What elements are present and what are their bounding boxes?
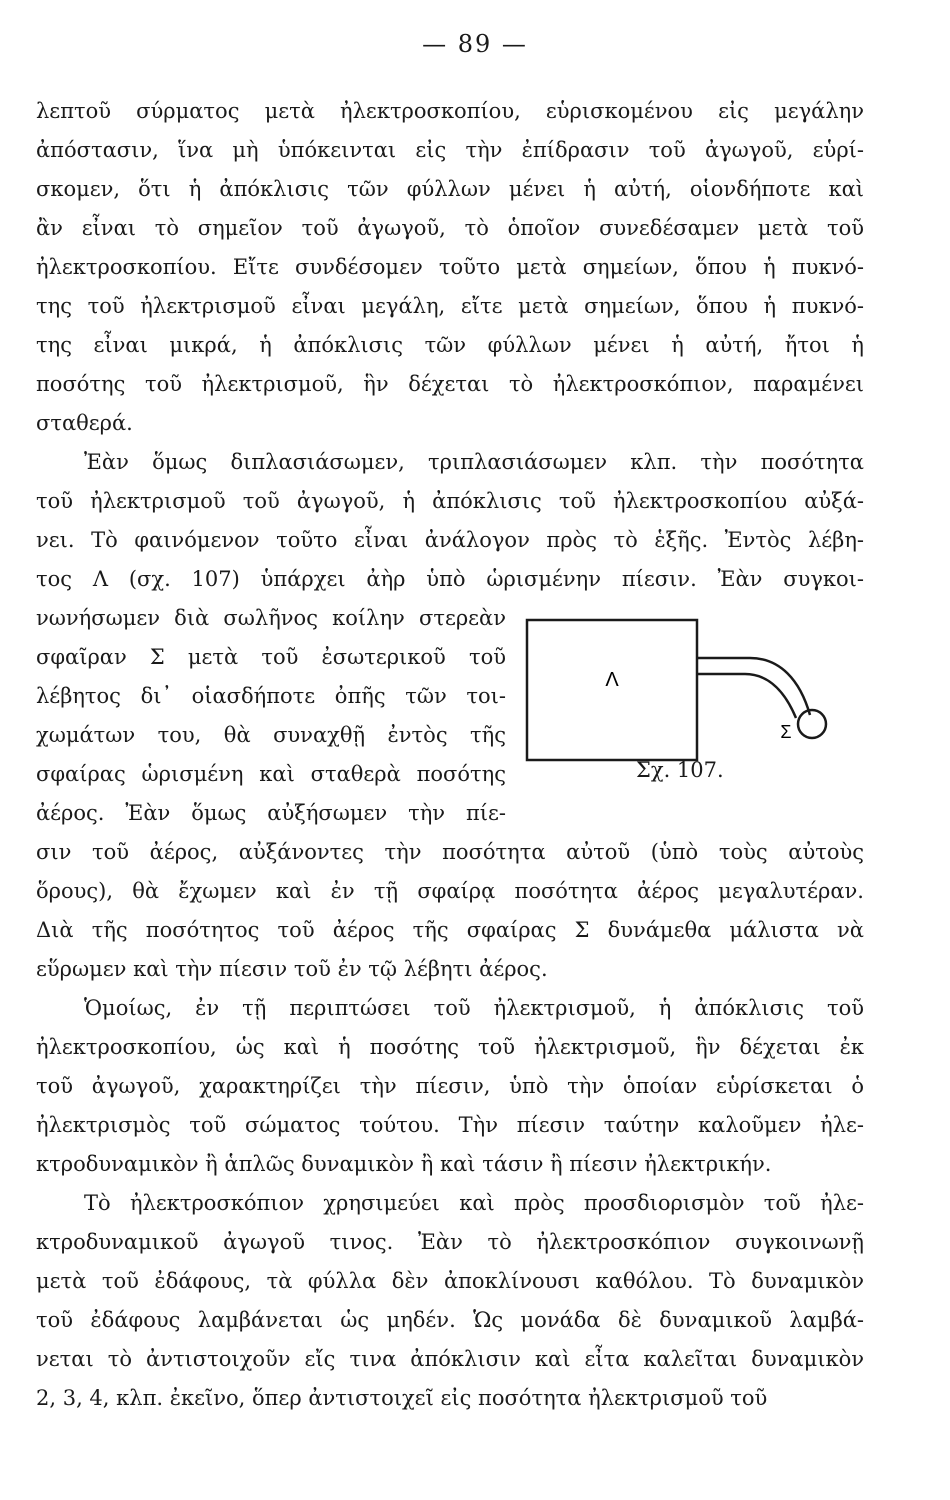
text-line: νωνήσωμεν διὰ σωλῆνος κοίλην στερεὰν [36,606,506,630]
text-line: Ὁμοίως, ἐν τῇ περιπτώσει τοῦ ἠλεκτρισμοῦ, ἡ ἀπόκλισις τοῦ [84,996,864,1020]
text-line: 2, 3, 4, κλπ. ἐκεῖνο, ὅπερ ἀντιστοιχεῖ εἰς ποσότητα ἠλεκτρισμοῦ τοῦ [36,1386,768,1410]
paragraph-block-top [36,92,864,599]
text-line: ἂν εἶναι τὸ σημεῖον τοῦ ἀγωγοῦ, τὸ ὁποῖον συνεδέσαμεν μετὰ τοῦ [36,216,864,240]
text-line: ποσότης τοῦ ἠλεκτρισμοῦ, ἣν δέχεται τὸ ἠλεκτροσκόπιον, παραμένει [36,372,864,396]
figure-caption: Σχ. 107. [636,758,724,782]
text-line: ἠλεκτροσκοπίου. Εἴτε συνδέσομεν τοῦτο μετὰ σημείων, ὅπου ἡ πυκνό- [36,255,864,279]
text-line: χωμάτων του, θὰ συναχθῇ ἐντὸς τῆς [36,723,506,747]
text-line: κτροδυναμικὸν ἢ ἁπλῶς δυναμικὸν ἢ καὶ τάσιν ἢ πίεσιν ἠλεκτρικήν. [36,1152,772,1176]
text-line: λεπτοῦ σύρματος μετὰ ἠλεκτροσκοπίου, εὑρισκομένου εἰς μεγάλην [36,99,864,123]
text-line: ἠλεκτροσκοπίου, ὡς καὶ ἡ ποσότης τοῦ ἠλεκτρισμοῦ, ἣν δέχεται ἐκ [36,1035,864,1059]
sphere-label: Σ [780,722,792,742]
text-line: σκομεν, ὅτι ἡ ἀπόκλισις τῶν φύλλων μένει ἡ αὐτή, οἱονδήποτε καὶ [36,177,864,201]
text-line: σιν τοῦ ἀέρος, αὐξάνοντες τὴν ποσότητα αὐτοῦ (ὑπὸ τοὺς αὐτοὺς [36,840,864,864]
text-line: σφαῖραν Σ μετὰ τοῦ ἐσωτερικοῦ τοῦ [36,645,506,669]
text-line: λέβητος δι᾽ οἱασδήποτε ὀπῆς τῶν τοι- [36,684,506,708]
text-line: Τὸ ἠλεκτροσκόπιον χρησιμεύει καὶ πρὸς προσδιορισμὸν τοῦ ἠλε- [84,1191,864,1215]
text-line: της εἶναι μικρά, ἡ ἀπόκλισις τῶν φύλλων μένει ἡ αὐτή, ἤτοι ἡ [36,333,864,357]
text-line: σφαίρας ὡρισμένη καὶ σταθερὰ ποσότης [36,762,506,786]
text-line: τος Λ (σχ. 107) ὑπάρχει ἀὴρ ὑπὸ ὡρισμένην πίεσιν. Ἐὰν συγκοι- [36,567,864,591]
sphere-outline [798,710,826,738]
vessel-label: Λ [605,669,619,691]
paragraph-block-bottom [36,833,864,1418]
text-line: ἀπόστασιν, ἵνα μὴ ὑπόκεινται εἰς τὴν ἐπίδρασιν τοῦ ἀγωγοῦ, εὑρί- [36,138,864,162]
text-line: της τοῦ ἠλεκτρισμοῦ εἶναι μεγάλη, εἴτε μετὰ σημείων, ὅπου ἡ πυκνό- [36,294,864,318]
text-line: νεται τὸ ἀντιστοιχοῦν εἴς τινα ἀπόκλισιν καὶ εἶτα καλεῖται δυναμικὸν [36,1347,864,1371]
text-line: μετὰ τοῦ ἐδάφους, τὰ φύλλα δὲν ἀποκλίνουσι καθόλου. Τὸ δυναμικὸν [36,1269,864,1293]
text-line: εὕρωμεν καὶ τὴν πίεσιν τοῦ ἐν τῷ λέβητι ἀέρος. [36,957,548,981]
tube-upper [697,658,810,715]
text-line: Διὰ τῆς ποσότητος τοῦ ἀέρος τῆς σφαίρας Σ δυνάμεθα μάλιστα νὰ [36,918,864,942]
text-line: ὅρους), θὰ ἔχωμεν καὶ ἐν τῇ σφαίρᾳ ποσότητα ἀέρος μεγαλυτέραν. [36,879,864,903]
text-line: κτροδυναμικοῦ ἀγωγοῦ τινος. Ἐὰν τὸ ἠλεκτροσκόπιον συγκοινωνῇ [36,1230,864,1254]
page-number: — 89 — [422,30,528,58]
text-line: τοῦ ἐδάφους λαμβάνεται ὡς μηδέν. Ὡς μονάδα δὲ δυναμικοῦ λαμβά- [36,1308,864,1332]
text-line: ἀέρος. Ἐὰν ὅμως αὐξήσωμεν τὴν πίε- [36,801,506,825]
paragraph-block-wrapped [36,599,506,833]
tube-lower [697,674,796,718]
text-line: νει. Τὸ φαινόμενον τοῦτο εἶναι ἀνάλογον πρὸς τὸ ἑξῆς. Ἐντὸς λέβη- [36,528,864,552]
text-line: Ἐὰν ὅμως διπλασιάσωμεν, τριπλασιάσωμεν κλπ. τὴν ποσότητα [84,450,864,474]
text-line: τοῦ ἀγωγοῦ, χαρακτηρίζει τὴν πίεσιν, ὑπὸ τὴν ὁποίαν εὑρίσκεται ὁ [36,1074,864,1098]
text-line: ἠλεκτρισμὸς τοῦ σώματος τούτου. Τὴν πίεσιν ταύτην καλοῦμεν ἠλε- [36,1113,864,1137]
text-line: τοῦ ἠλεκτρισμοῦ τοῦ ἀγωγοῦ, ἡ ἀπόκλισις τοῦ ἠλεκτροσκοπίου αὐξά- [36,489,864,513]
text-line: σταθερά. [36,411,133,435]
